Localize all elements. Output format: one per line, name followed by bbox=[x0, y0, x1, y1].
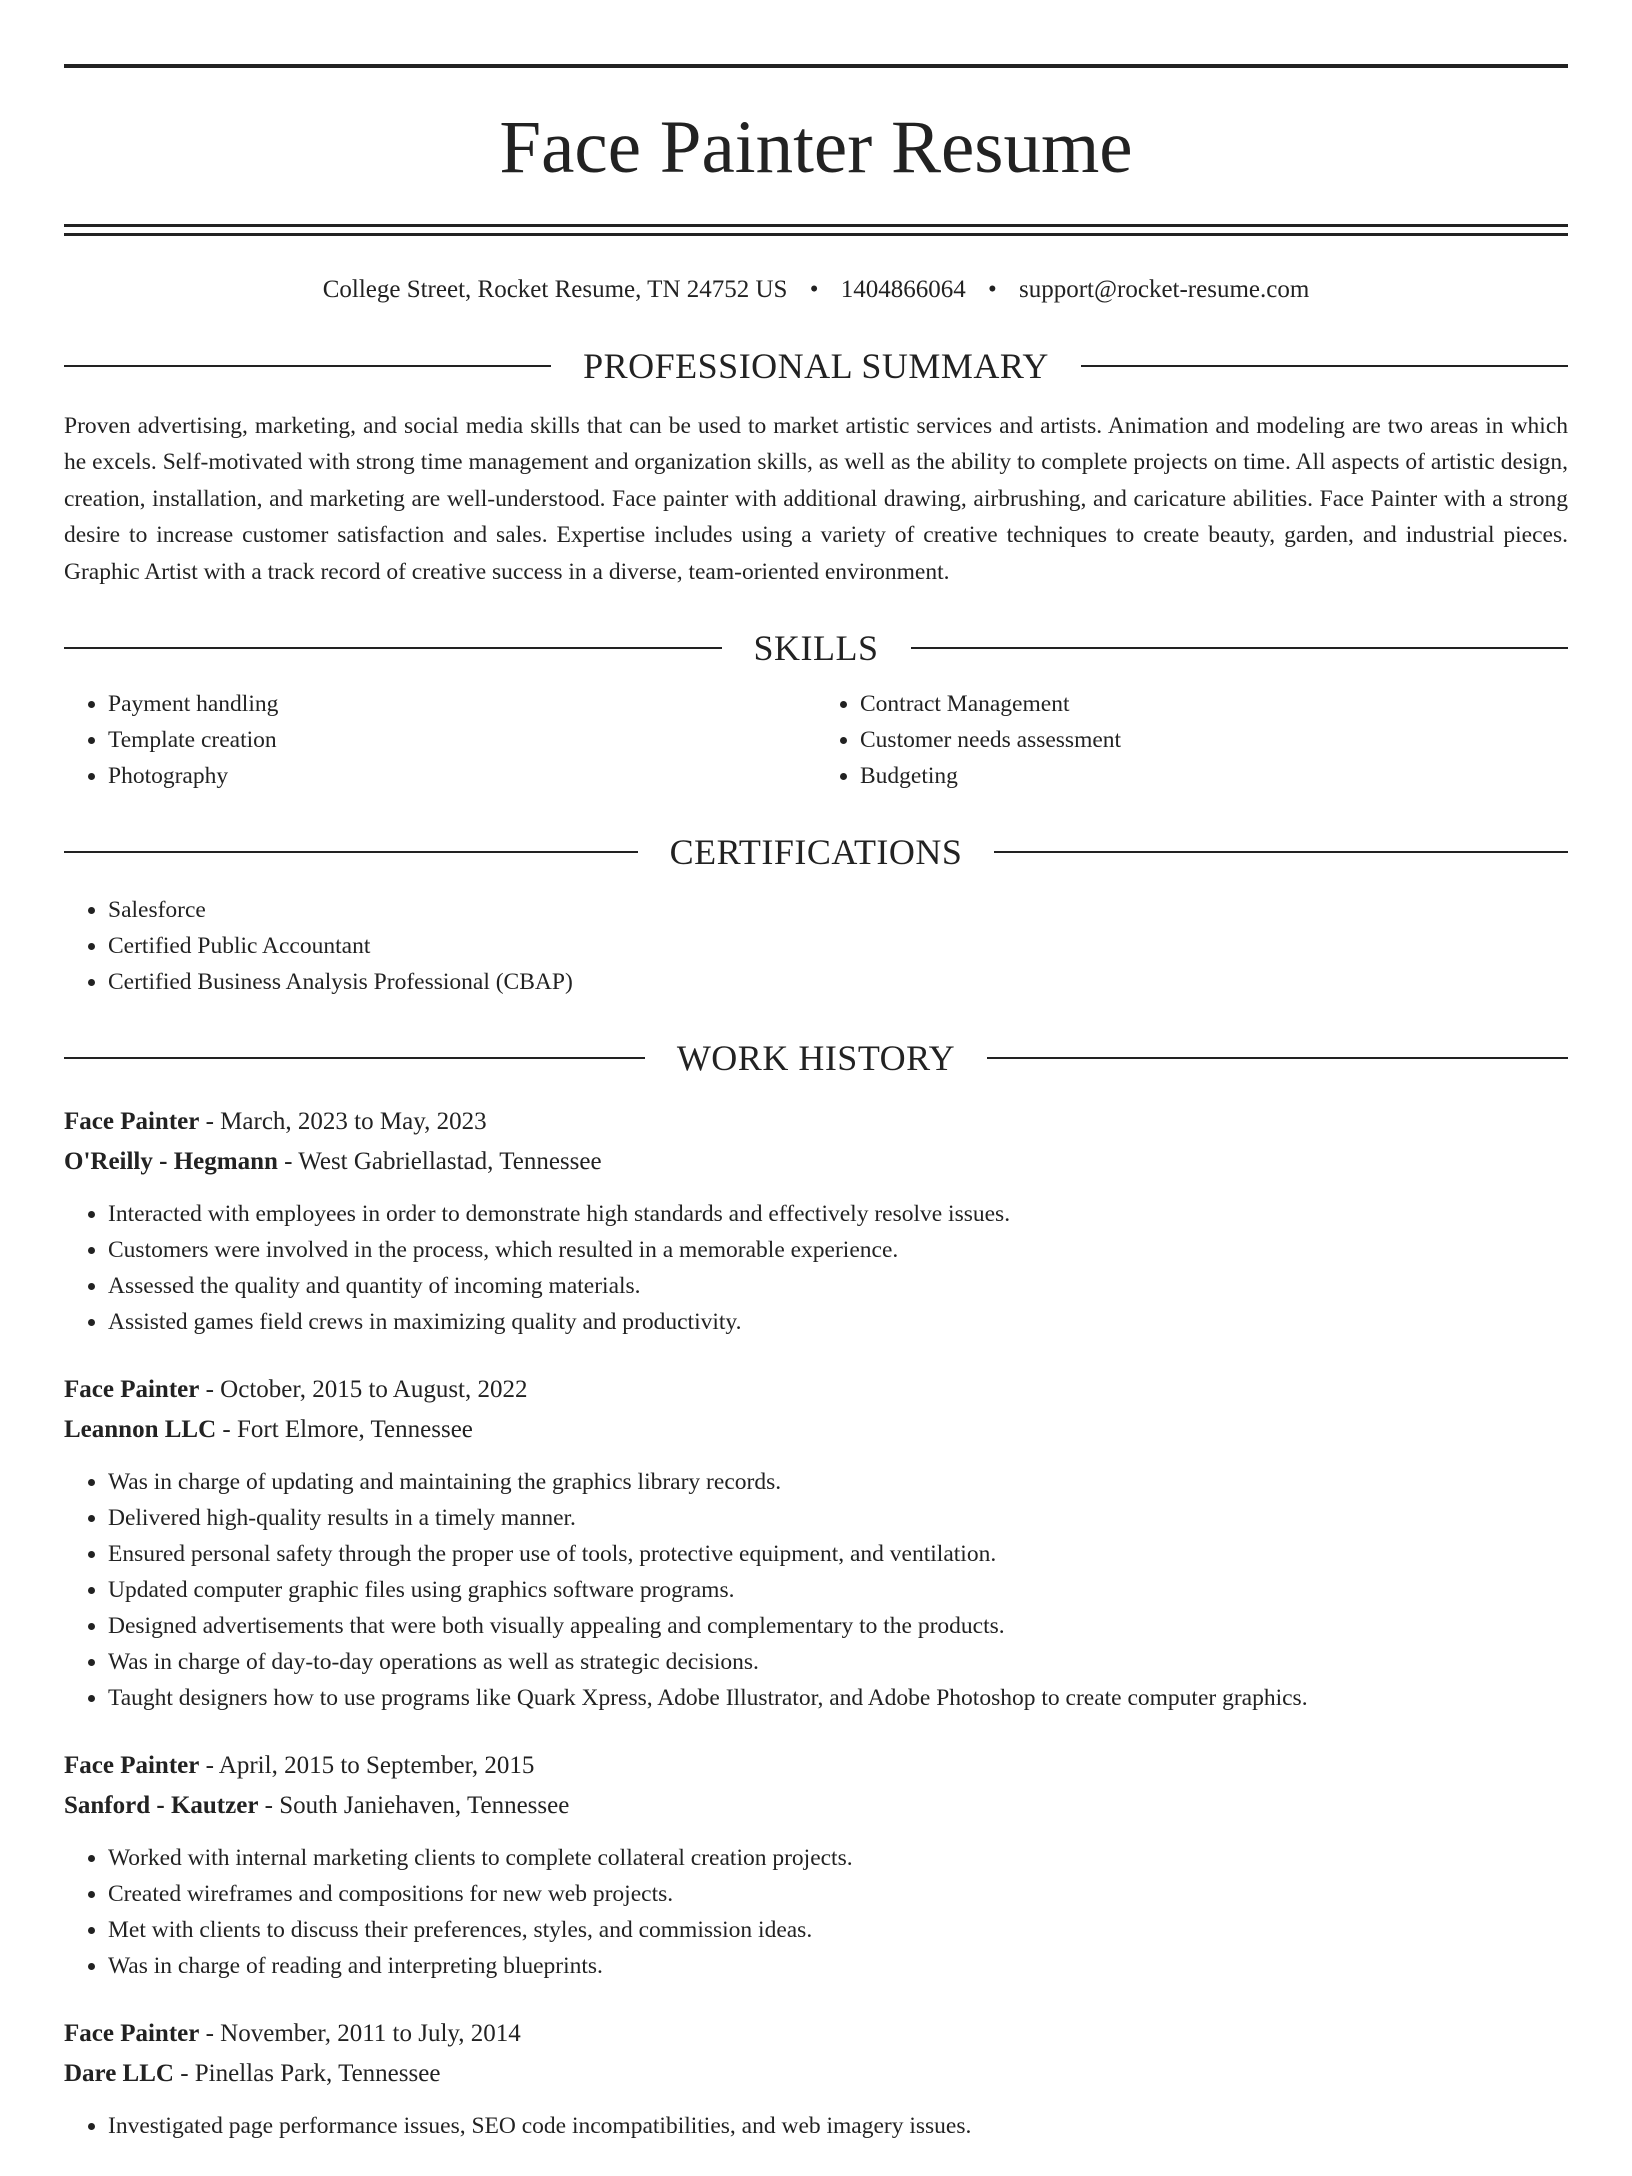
certifications-heading-label: CERTIFICATIONS bbox=[669, 832, 963, 873]
job-bullet: • Updated computer graphic files using graphics software programs. bbox=[108, 1572, 1568, 1608]
job-role: Face Painter bbox=[64, 2020, 200, 2048]
job-title-line bbox=[64, 1370, 1568, 1410]
job-title-line bbox=[64, 1102, 1568, 1142]
job-dates: - October, 2015 to August, 2022 bbox=[199, 1376, 528, 1404]
skills-grid bbox=[64, 686, 1568, 794]
work-section-heading bbox=[64, 1036, 1568, 1080]
job-bullet: • Investigated page performance issues, SEO code incompatibilities, and web imagery issues. bbox=[108, 2108, 1568, 2144]
job-bullet: • Was in charge of day-to-day operations as well as strategic decisions. bbox=[108, 1644, 1568, 1680]
job-company: Sanford - Kautzer bbox=[64, 1792, 259, 1820]
heading-rule-right bbox=[994, 851, 1568, 853]
job-location: - South Janiehaven, Tennessee bbox=[258, 1792, 570, 1820]
job-entry bbox=[64, 1746, 1568, 1984]
job-dates: - April, 2015 to September, 2015 bbox=[199, 1752, 535, 1780]
job-bullet: • Delivered high-quality results in a timely manner. bbox=[108, 1500, 1568, 1536]
job-company: O'Reilly - Hegmann bbox=[64, 1148, 278, 1176]
job-bullet: • Was in charge of reading and interpreting blueprints. bbox=[108, 1948, 1568, 1984]
resume-page bbox=[0, 64, 1632, 2144]
job-bullet: • Worked with internal marketing clients to complete collateral creation projects. bbox=[108, 1840, 1568, 1876]
contact-address: College Street, Rocket Resume, TN 24752 US bbox=[322, 276, 788, 303]
skill-item: • Photography bbox=[108, 758, 816, 794]
contact-separator: • bbox=[987, 276, 997, 303]
heading-rule-left bbox=[64, 851, 638, 853]
skill-item: • Template creation bbox=[108, 722, 816, 758]
job-role: Face Painter bbox=[64, 1376, 200, 1404]
job-title-line bbox=[64, 2014, 1568, 2054]
resume-title: Face Painter Resume bbox=[499, 106, 1133, 189]
job-company: Dare LLC bbox=[64, 2060, 174, 2088]
skills-list-right bbox=[816, 686, 1568, 794]
skill-item: • Budgeting bbox=[860, 758, 1568, 794]
contact-line bbox=[64, 272, 1568, 308]
job-bullet: • Ensured personal safety through the proper use of tools, protective equipment, and ventilation. bbox=[108, 1536, 1568, 1572]
heading-rule-left bbox=[64, 365, 551, 367]
job-bullets bbox=[64, 2108, 1568, 2144]
job-bullet: • Was in charge of updating and maintaining the graphics library records. bbox=[108, 1464, 1568, 1500]
job-bullet: • Assisted games field crews in maximizing quality and productivity. bbox=[108, 1304, 1568, 1340]
skill-item: • Payment handling bbox=[108, 686, 816, 722]
certification-item: • Certified Business Analysis Professional (CBAP) bbox=[108, 964, 1568, 1000]
job-bullets bbox=[64, 1196, 1568, 1340]
job-dates: - November, 2011 to July, 2014 bbox=[199, 2020, 521, 2048]
job-bullets bbox=[64, 1464, 1568, 1716]
job-company-line bbox=[64, 1142, 1568, 1182]
heading-rule-right bbox=[911, 647, 1569, 649]
certifications-section-heading bbox=[64, 830, 1568, 874]
job-bullet: • Taught designers how to use programs like Quark Xpress, Adobe Illustrator, and Adobe Photoshop to create computer graphics. bbox=[108, 1680, 1568, 1716]
skill-item: • Contract Management bbox=[860, 686, 1568, 722]
skills-list-left bbox=[64, 686, 816, 794]
summary-section-heading bbox=[64, 344, 1568, 388]
job-bullet: • Interacted with employees in order to demonstrate high standards and effectively resolve issues. bbox=[108, 1196, 1568, 1232]
job-role: Face Painter bbox=[64, 1108, 200, 1136]
heading-rule-right bbox=[1081, 365, 1568, 367]
certification-item: • Salesforce bbox=[108, 892, 1568, 928]
job-entry bbox=[64, 1370, 1568, 1716]
job-company: Leannon LLC bbox=[64, 1416, 217, 1444]
contact-email: support@rocket-resume.com bbox=[1019, 276, 1310, 303]
heading-rule-right bbox=[987, 1057, 1568, 1059]
job-company-line bbox=[64, 1410, 1568, 1450]
title-double-rule bbox=[64, 224, 1568, 236]
job-role: Face Painter bbox=[64, 1752, 200, 1780]
job-location: - Pinellas Park, Tennessee bbox=[173, 2060, 441, 2088]
summary-paragraph: Proven advertising, marketing, and social media skills that can be used to market artistic services and artists. Animation and modeling are two areas in which he excels. Self-motivated with strong time management and organization skills, as well as the ability to complete projects on time. All aspects of artistic design, creation, installation, and marketing are well-understood. Face painter with additional drawing, airbrushing, and caricature abilities. Face Painter with a strong desire to increase customer satisfaction and sales. Expertise includes using a variety of creative techniques to create beauty, garden, and industrial pieces. Graphic Artist with a track record of creative success in a diverse, team-oriented environment. bbox=[64, 413, 1568, 585]
contact-phone: 1404866064 bbox=[840, 276, 966, 303]
job-dates: - March, 2023 to May, 2023 bbox=[199, 1108, 487, 1136]
heading-rule-left bbox=[64, 647, 722, 649]
job-entry bbox=[64, 1102, 1568, 1340]
job-company-line bbox=[64, 2054, 1568, 2094]
job-bullet: • Created wireframes and compositions for new web projects. bbox=[108, 1876, 1568, 1912]
summary-heading-label: PROFESSIONAL SUMMARY bbox=[583, 346, 1049, 386]
top-rule bbox=[64, 64, 1568, 68]
skills-heading-label: SKILLS bbox=[753, 628, 879, 669]
job-bullet: • Designed advertisements that were both visually appealing and complementary to the products. bbox=[108, 1608, 1568, 1644]
certification-item: • Certified Public Accountant bbox=[108, 928, 1568, 964]
job-title-line bbox=[64, 1746, 1568, 1786]
job-company-line bbox=[64, 1786, 1568, 1826]
skill-item: • Customer needs assessment bbox=[860, 722, 1568, 758]
job-bullet: • Customers were involved in the process, which resulted in a memorable experience. bbox=[108, 1232, 1568, 1268]
job-entry bbox=[64, 2014, 1568, 2144]
job-location: - Fort Elmore, Tennessee bbox=[216, 1416, 473, 1444]
job-location: - West Gabriellastad, Tennessee bbox=[277, 1148, 602, 1176]
skills-section-heading bbox=[64, 626, 1568, 670]
job-bullet: • Met with clients to discuss their preferences, styles, and commission ideas. bbox=[108, 1912, 1568, 1948]
job-bullets bbox=[64, 1840, 1568, 1984]
job-bullet: • Assessed the quality and quantity of incoming materials. bbox=[108, 1268, 1568, 1304]
heading-rule-left bbox=[64, 1057, 645, 1059]
contact-separator: • bbox=[809, 276, 819, 303]
work-heading-label: WORK HISTORY bbox=[676, 1038, 956, 1079]
certifications-list bbox=[64, 892, 1568, 1000]
